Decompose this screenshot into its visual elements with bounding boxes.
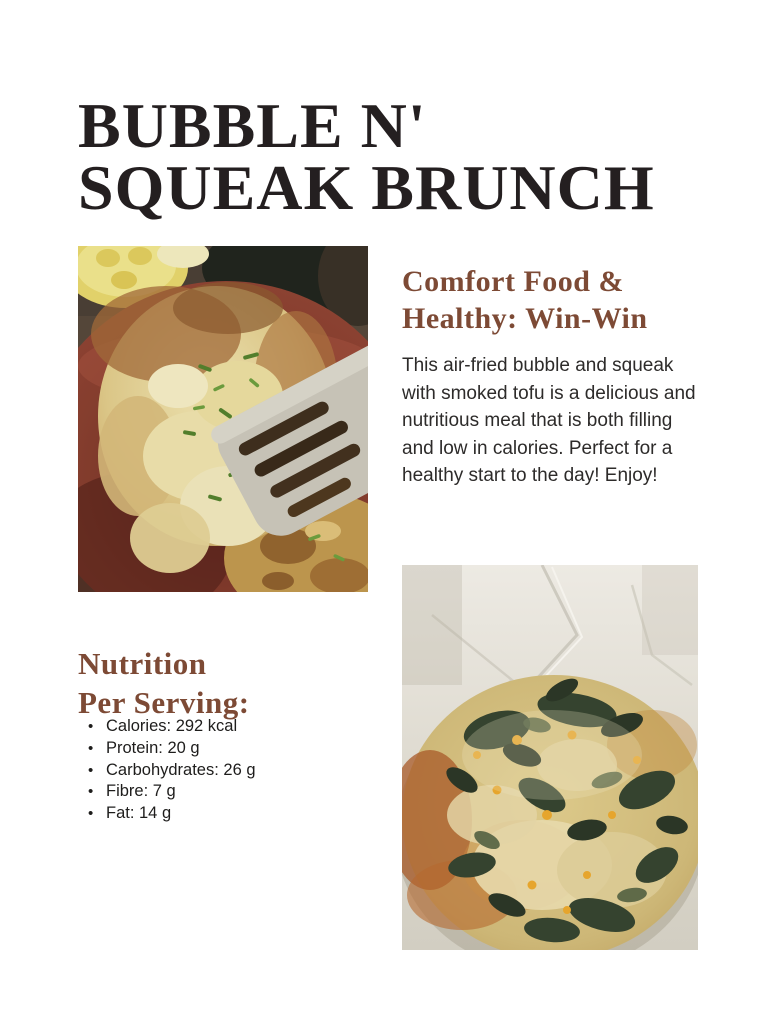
nutrition-item-protein: • Protein: 20 g [88,738,368,760]
nutrition-item-fibre: • Fibre: 7 g [88,781,368,803]
nutrition-heading-line1: Nutrition [78,645,207,681]
nutrition-list [88,716,368,825]
intro-paragraph: This air-fried bubble and squeak with smoked tofu is a delicious and nutritious meal that is both filling and low in calories. Perfect for a healthy start to the day! Enjoy! [402,355,696,486]
right-food-photo [402,565,698,950]
nutrition-heading-line2: Per Serving: [78,684,250,720]
nutrition-item-fat: • Fat: 14 g [88,803,368,825]
page-title-line2: SQUEAK BRUNCH [78,151,655,223]
left-food-photo-art [78,246,368,592]
comfort-food-heading-line2: Healthy: Win-Win [402,301,648,335]
page-title [78,89,698,223]
nutrition-item-calories: • Calories: 292 kcal [88,716,368,738]
comfort-food-heading [402,263,712,337]
page-title-line1: BUBBLE N' [78,89,427,161]
nutrition-heading [78,644,378,722]
right-food-photo-art [402,565,698,950]
left-food-photo [78,246,368,592]
nutrition-item-carbohydrates: • Carbohydrates: 26 g [88,760,368,782]
comfort-food-heading-line1: Comfort Food & [402,264,624,298]
